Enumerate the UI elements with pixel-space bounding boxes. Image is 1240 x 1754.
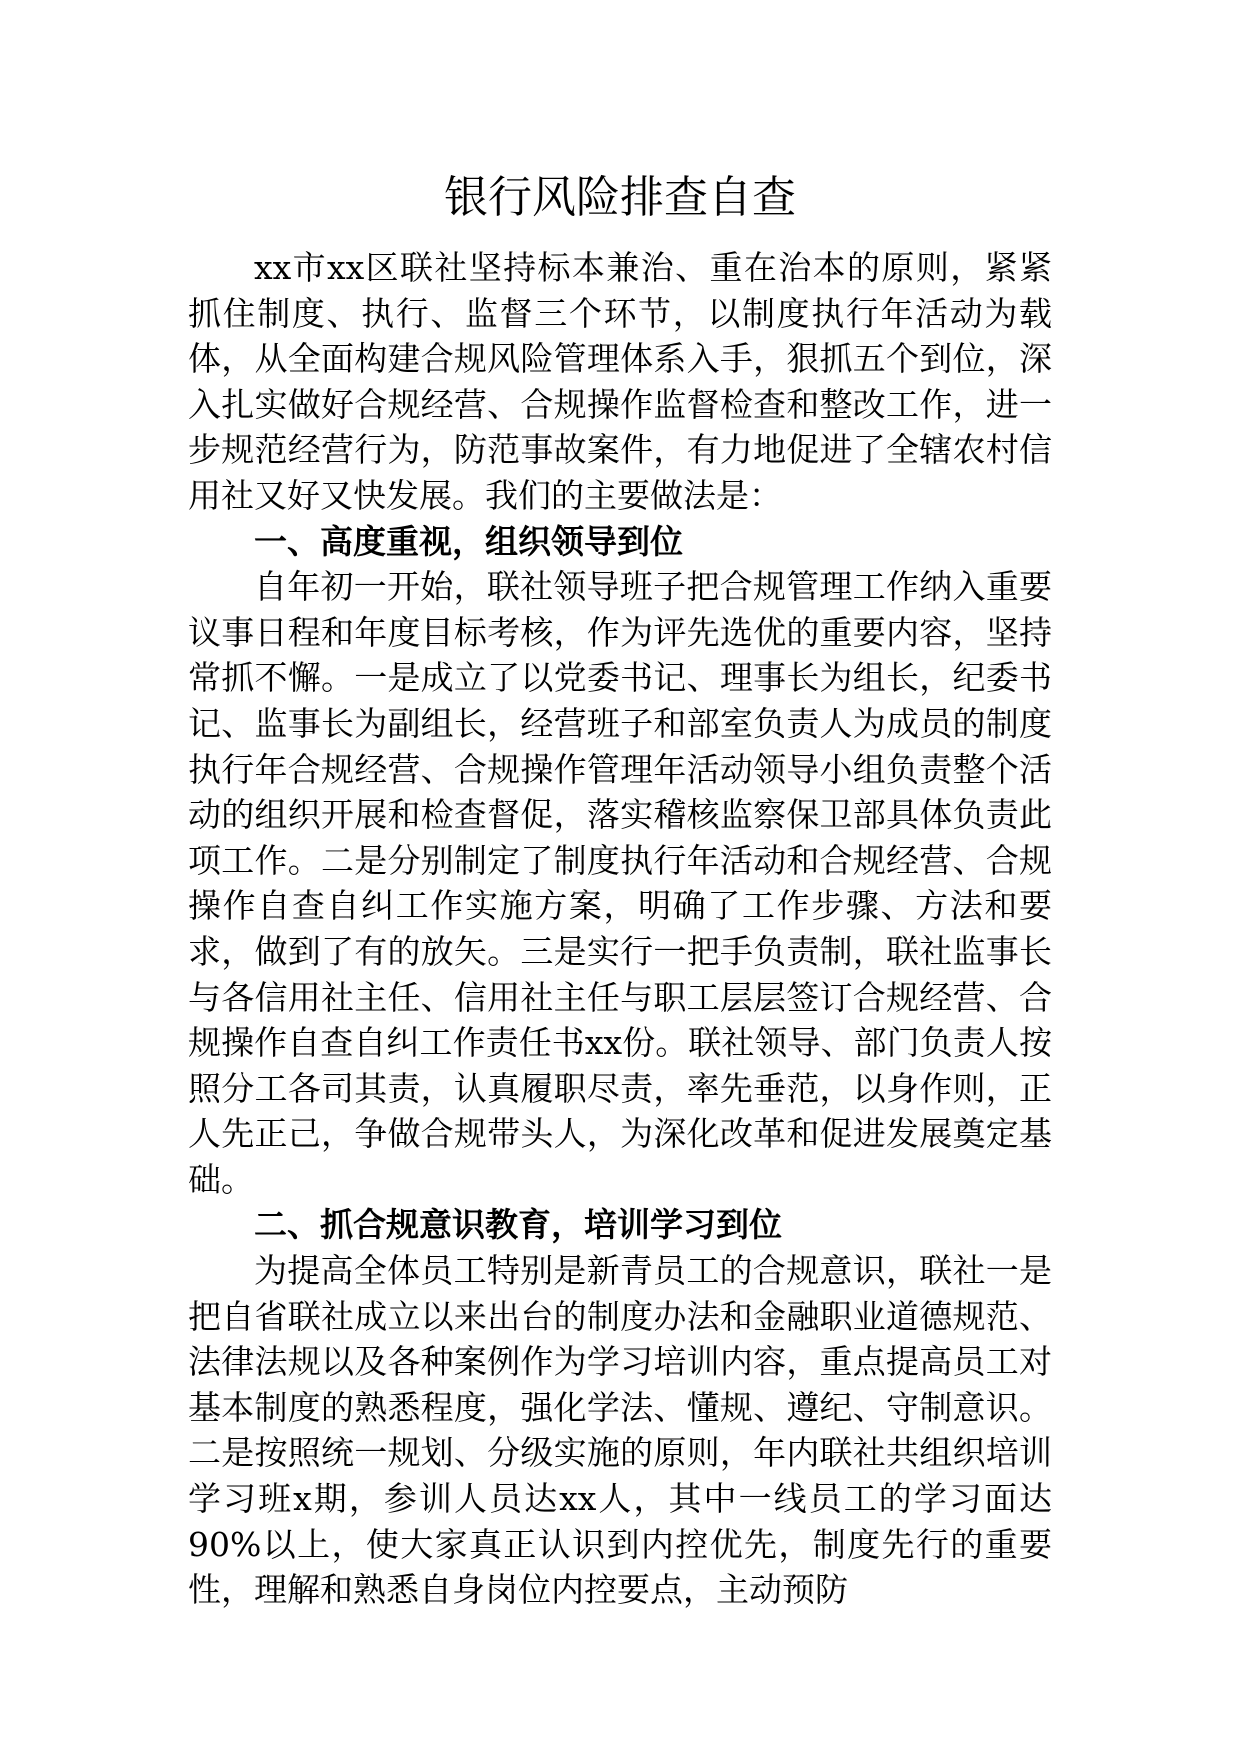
document-title: 银行风险排查自查 [444,172,796,223]
section-heading-1: 一、高度重视，组织领导到位 [254,521,683,561]
section-body-1: 自年初一开始，联社领导班子把合规管理工作纳入重要议事日程和年度目标考核，作为评先选优的重要内容，坚持常抓不懈。一是成立了以党委书记、理事长为组长，纪委书记、监事长为副组长，经营班子和部室负责人为成员的制度执行年合规经营、合规操作管理年活动领导小组负责整个活动的组织开展和检查督促，落实稽核监察保卫部具体负责此项工作。二是分别制定了制度执行年活动和合规经营、合规操作自查自纠工作实施方案，明确了工作步骤、方法和要求，做到了有的放矢。三是实行一把手负责制，联社监事长与各信用社主任、信用社主任与职工层层签订合规经营、合规操作自查自纠工作责任书xx份。联社领导、部门负责人按照分工各司其责，认真履职尽责，率先垂范，以身作则，正人先正己，争做合规带头人，为深化改革和促进发展奠定基础。 [188,567,1052,1199]
section-heading-2: 二、抓合规意识教育，培训学习到位 [254,1205,782,1245]
document-body [188,245,1052,1613]
intro-paragraph: xx市xx区联社坚持标本兼治、重在治本的原则，紧紧抓住制度、执行、监督三个环节，以制度执行年活动为载体，从全面构建合规风险管理体系入手，狠抓五个到位，深入扎实做好合规经营、合规操作监督检查和整改工作，进一步规范经营行为，防范事故案件，有力地促进了全辖农村信用社又好又快发展。我们的主要做法是： [188,248,1052,515]
section-body-2: 为提高全体员工特别是新青员工的合规意识，联社一是把自省联社成立以来出台的制度办法和金融职业道德规范、法律法规以及各种案例作为学习培训内容，重点提高员工对基本制度的熟悉程度，强化学法、懂规、遵纪、守制意识。二是按照统一规划、分级实施的原则，年内联社共组织培训学习班x期，参训人员达xx人，其中一线员工的学习面达90%以上，使大家真正认识到内控优先，制度先行的重要性，理解和熟悉自身岗位内控要点，主动预防 [188,1251,1052,1610]
